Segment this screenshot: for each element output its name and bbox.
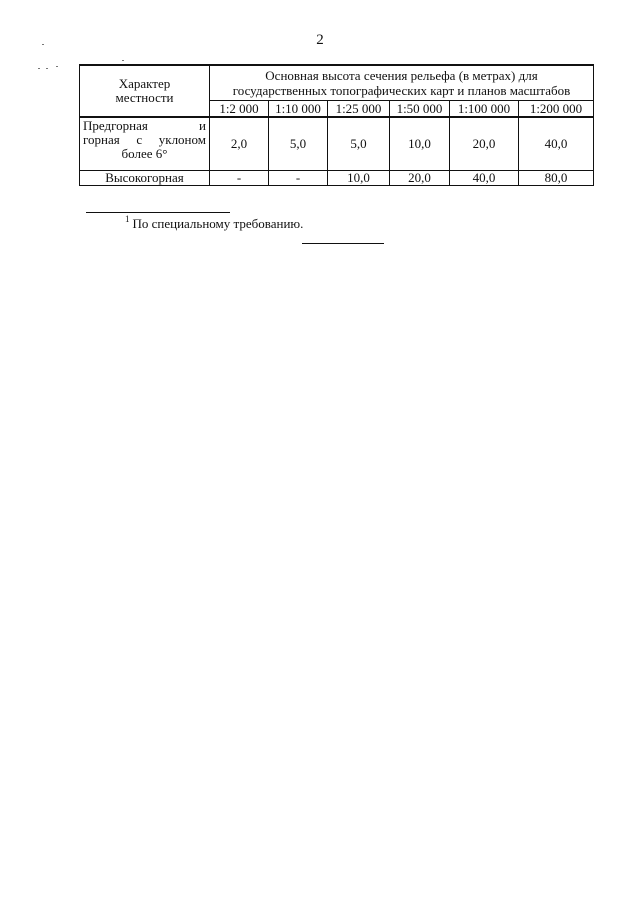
terrain-header-line2: местности <box>115 90 174 105</box>
footnote-text: По специальному требованию. <box>132 216 304 231</box>
footnote <box>125 216 303 232</box>
scan-speck <box>38 68 40 69</box>
terrain-cell <box>80 117 210 171</box>
value-cell: 40,0 <box>519 117 594 171</box>
footnote-divider <box>86 212 230 213</box>
terrain-line: более 6° <box>121 146 168 161</box>
value-cell: 40,0 <box>450 171 519 186</box>
value-cell: 80,0 <box>519 171 594 186</box>
terrain-word: и <box>199 118 206 133</box>
value-cell: 20,0 <box>390 171 450 186</box>
value-cell: - <box>269 171 328 186</box>
value-cell: - <box>210 171 269 186</box>
value-cell: 5,0 <box>328 117 390 171</box>
scale-header: 1:25 000 <box>328 101 390 118</box>
scan-speck <box>42 44 44 45</box>
value-cell: 2,0 <box>210 117 269 171</box>
value-cell: 5,0 <box>269 117 328 171</box>
terrain-header-line1: Характер <box>118 76 171 91</box>
terrain-line: горная с уклоном <box>83 132 206 147</box>
scale-header: 1:100 000 <box>450 101 519 118</box>
page-number: 2 <box>316 32 324 48</box>
value-cell: 10,0 <box>328 171 390 186</box>
scan-speck <box>56 66 58 67</box>
relief-header-line2: государственных топографических карт и планов масштабов <box>232 83 571 98</box>
value-cell: 10,0 <box>390 117 450 171</box>
terrain-word: Предгорная <box>83 118 148 133</box>
terrain-cell: Высокогорная <box>80 171 210 186</box>
scale-header: 1:10 000 <box>269 101 328 118</box>
end-divider <box>302 243 384 244</box>
relief-header-line1: Основная высота сечения рельефа (в метрах) для <box>265 68 538 83</box>
table-row <box>80 117 594 171</box>
footnote-marker: 1 <box>125 214 130 224</box>
scale-header: 1:50 000 <box>390 101 450 118</box>
terrain-header <box>80 65 210 117</box>
scale-header: 1:200 000 <box>519 101 594 118</box>
scale-header: 1:2 000 <box>210 101 269 118</box>
relief-section-table <box>79 64 594 186</box>
relief-height-header <box>210 65 594 101</box>
value-cell: 20,0 <box>450 117 519 171</box>
scan-speck <box>46 68 48 69</box>
scan-speck <box>122 60 124 61</box>
table-row <box>80 171 594 186</box>
